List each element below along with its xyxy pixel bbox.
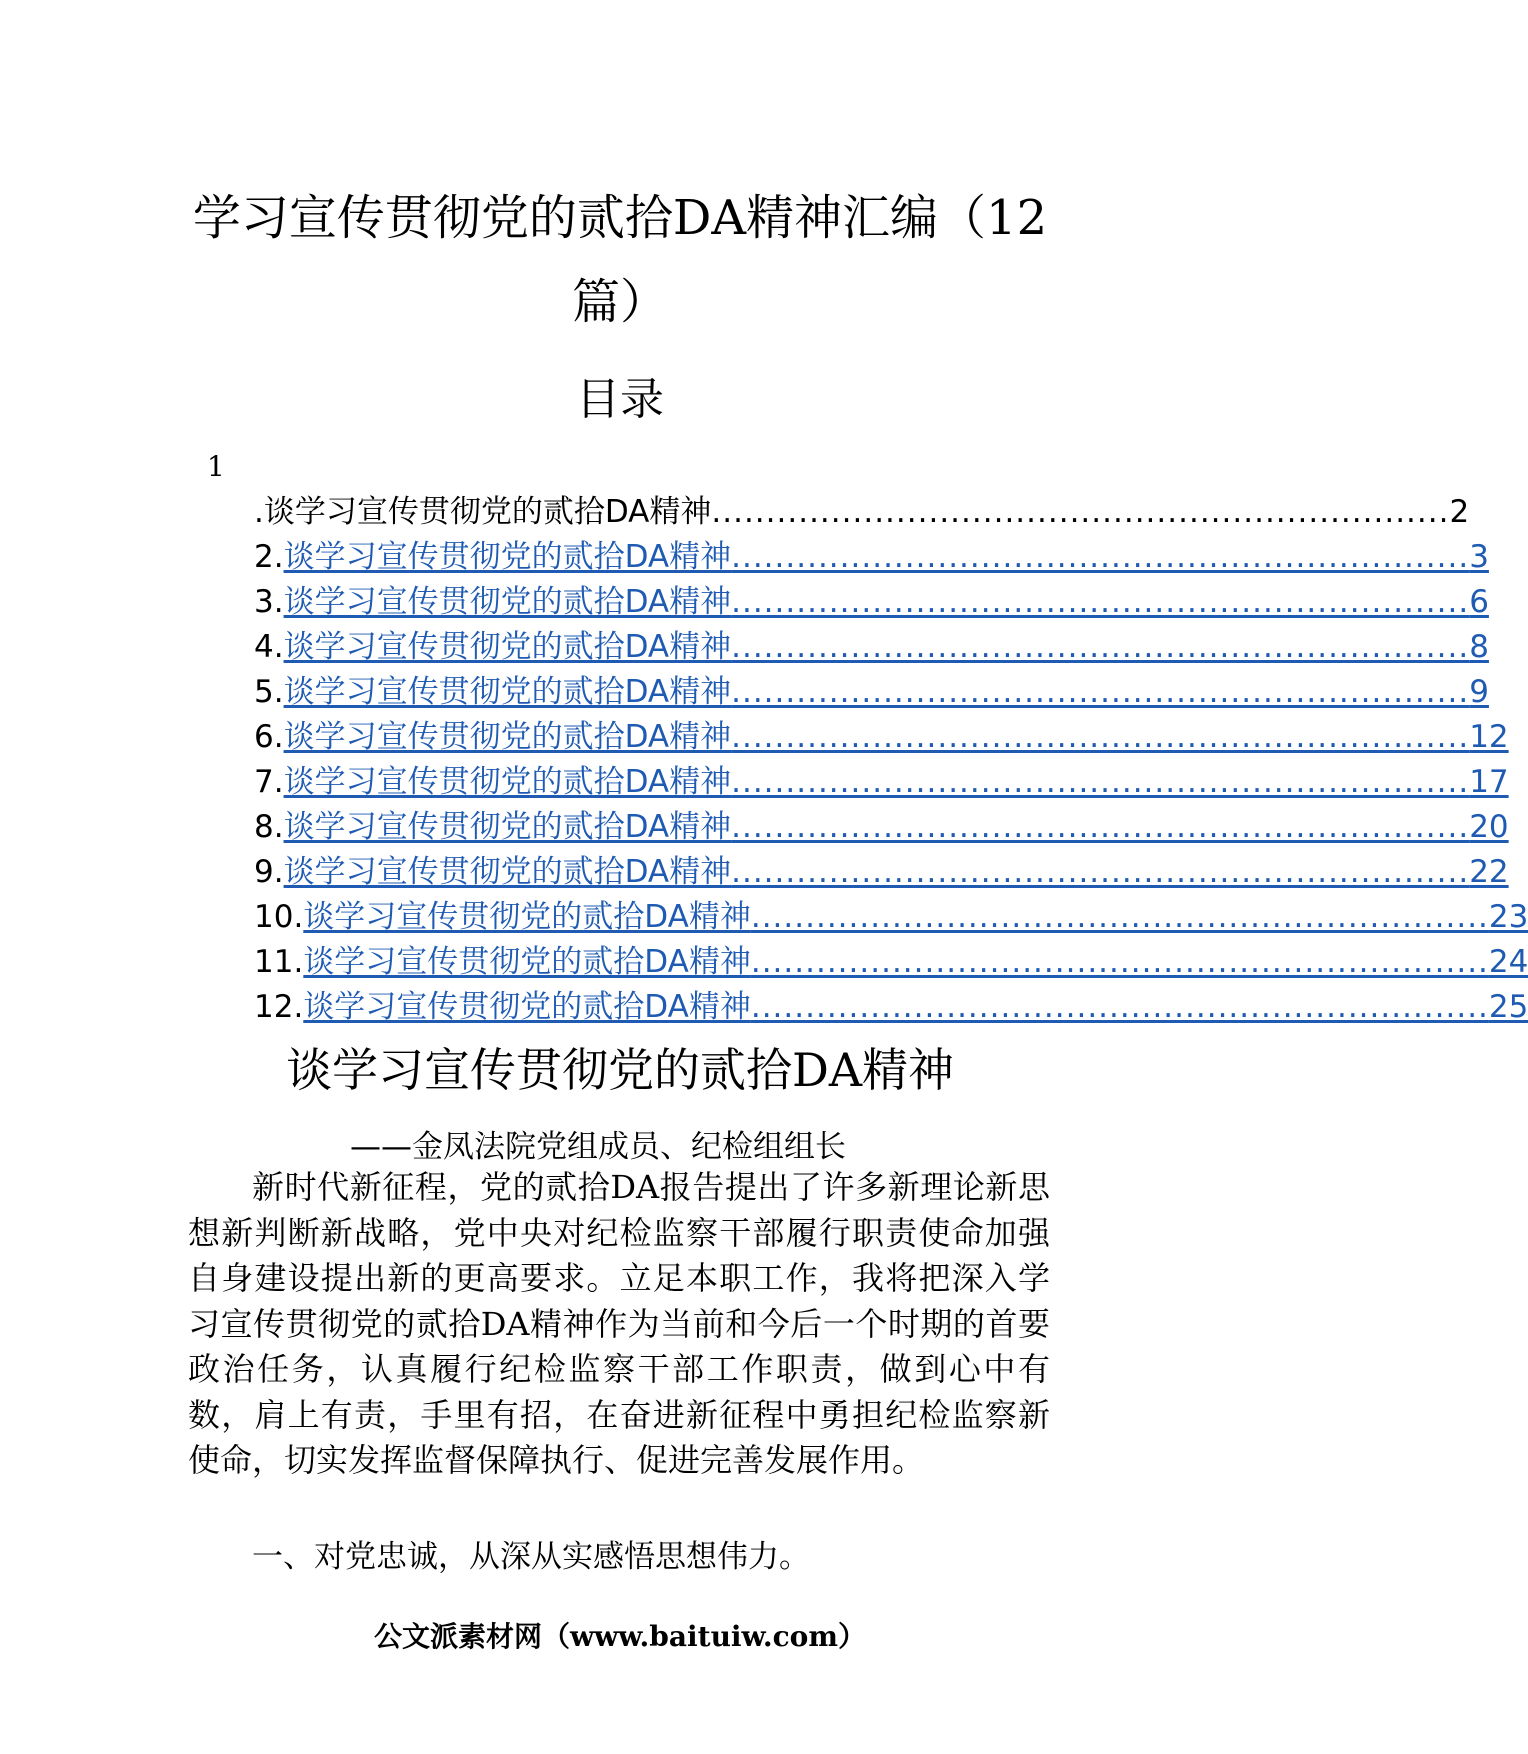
toc-dot-leader: ....................................................................	[750, 899, 1489, 935]
toc-item[interactable]	[254, 895, 1528, 940]
toc-item-number: 8.	[254, 809, 284, 845]
toc-item[interactable]	[254, 805, 1509, 850]
toc-item-number: .	[254, 494, 264, 530]
toc-item-page: 3	[1469, 539, 1489, 575]
toc-item-link[interactable]	[284, 535, 1489, 580]
toc-dot-leader: ....................................................................	[731, 674, 1470, 710]
toc-item-number: 2.	[254, 539, 284, 575]
toc-item-page: 17	[1469, 764, 1509, 800]
toc-item[interactable]	[254, 670, 1489, 715]
article-title: 谈学习宣传贯彻党的贰拾DA精神	[285, 1043, 955, 1097]
toc-item-link[interactable]	[284, 625, 1489, 670]
toc-dot-leader: ....................................................................	[731, 539, 1470, 575]
section-heading: 一、对党忠诚，从深从实感悟思想伟力。	[252, 1539, 810, 1575]
toc-item-page: 8	[1469, 629, 1489, 665]
toc-heading: 目录	[576, 374, 664, 425]
toc-item-title: 谈学习宣传贯彻党的贰拾DA精神	[283, 584, 732, 620]
toc-dot-leader: ....................................................................	[711, 494, 1450, 530]
toc-dot-leader: ....................................................................	[750, 944, 1489, 980]
toc-dot-leader: ....................................................................	[750, 989, 1489, 1025]
toc-item-page: 6	[1469, 584, 1489, 620]
toc-item-title: 谈学习宣传贯彻党的贰拾DA精神	[283, 629, 732, 665]
toc-item-page: 2	[1449, 494, 1470, 530]
toc-dot-leader: ....................................................................	[731, 719, 1470, 755]
toc-item-link[interactable]	[284, 850, 1509, 895]
toc-item-number: 6.	[254, 719, 284, 755]
toc-item-title: 谈学习宣传贯彻党的贰拾DA精神	[283, 674, 732, 710]
toc-dot-leader: ....................................................................	[731, 629, 1470, 665]
body-paragraph: 新时代新征程，党的贰拾DA报告提出了许多新理论新思想新判断新战略，党中央对纪检监察干部履行职责使命加强自身建设提出新的更高要求。立足本职工作，我将把深入学习宣传贯彻党的贰拾DA精神作为当前和今后一个时期的首要政治任务，认真履行纪检监察干部工作职责，做到心中有数，肩上有责，手里有招，在奋进新征程中勇担纪检监察新使命，切实发挥监督保障执行、促进完善发展作用。	[188, 1168, 1050, 1479]
toc-item-title: 谈学习宣传贯彻党的贰拾DA精神	[303, 944, 751, 980]
toc-item-title: 谈学习宣传贯彻党的贰拾DA精神	[283, 719, 732, 755]
document-title-line-1: 学习宣传贯彻党的贰拾DA精神汇编（12	[192, 190, 1048, 246]
toc-item[interactable]	[254, 625, 1489, 670]
toc-item-title: 谈学习宣传贯彻党的贰拾DA精神	[263, 494, 712, 530]
article-subtitle: ——金凤法院党组成员、纪检组组长	[350, 1129, 846, 1165]
toc-item-link[interactable]	[284, 670, 1489, 715]
toc-item[interactable]	[254, 985, 1528, 1030]
toc-dot-leader: ....................................................................	[731, 764, 1470, 800]
toc-item	[254, 490, 1470, 535]
document-title-line-2: 篇）	[571, 274, 668, 330]
toc-item-number: 5.	[254, 674, 284, 710]
toc-item-title: 谈学习宣传贯彻党的贰拾DA精神	[283, 854, 732, 890]
toc-item[interactable]	[254, 940, 1528, 985]
toc-item-page: 23	[1488, 899, 1528, 935]
toc-item-link[interactable]	[303, 895, 1528, 940]
toc-item-number: 3.	[254, 584, 284, 620]
toc-item-number: 12.	[254, 989, 304, 1025]
toc-item-title: 谈学习宣传贯彻党的贰拾DA精神	[283, 809, 732, 845]
toc-item[interactable]	[254, 535, 1489, 580]
toc-item-page: 25	[1488, 989, 1528, 1025]
toc-item-link[interactable]	[303, 940, 1528, 985]
toc-item-page: 24	[1488, 944, 1528, 980]
toc-item-link[interactable]	[284, 760, 1509, 805]
table-of-contents	[254, 490, 1528, 1030]
toc-item-link[interactable]	[303, 985, 1528, 1030]
toc-item-number: 9.	[254, 854, 284, 890]
toc-item[interactable]	[254, 760, 1509, 805]
toc-lead-number: 1	[207, 450, 225, 483]
toc-item-title: 谈学习宣传贯彻党的贰拾DA精神	[283, 539, 732, 575]
toc-item-number: 11.	[254, 944, 304, 980]
toc-dot-leader: ....................................................................	[731, 809, 1470, 845]
toc-item-page: 20	[1469, 809, 1509, 845]
toc-item-number: 7.	[254, 764, 284, 800]
toc-item-number: 10.	[254, 899, 304, 935]
toc-item-title: 谈学习宣传贯彻党的贰拾DA精神	[303, 989, 751, 1025]
toc-item-entry	[264, 490, 1469, 535]
toc-item-page: 22	[1469, 854, 1509, 890]
toc-dot-leader: ....................................................................	[731, 854, 1470, 890]
footer-source: 公文派素材网（www.baituiw.com）	[374, 1620, 866, 1653]
toc-item-page: 12	[1469, 719, 1509, 755]
toc-item[interactable]	[254, 850, 1509, 895]
toc-item-link[interactable]	[284, 715, 1509, 760]
toc-item[interactable]	[254, 715, 1509, 760]
toc-item-link[interactable]	[284, 805, 1509, 850]
toc-item[interactable]	[254, 580, 1489, 625]
toc-dot-leader: ....................................................................	[731, 584, 1470, 620]
toc-item-title: 谈学习宣传贯彻党的贰拾DA精神	[283, 764, 732, 800]
toc-item-page: 9	[1469, 674, 1489, 710]
toc-item-link[interactable]	[284, 580, 1489, 625]
toc-item-title: 谈学习宣传贯彻党的贰拾DA精神	[303, 899, 751, 935]
toc-item-number: 4.	[254, 629, 284, 665]
